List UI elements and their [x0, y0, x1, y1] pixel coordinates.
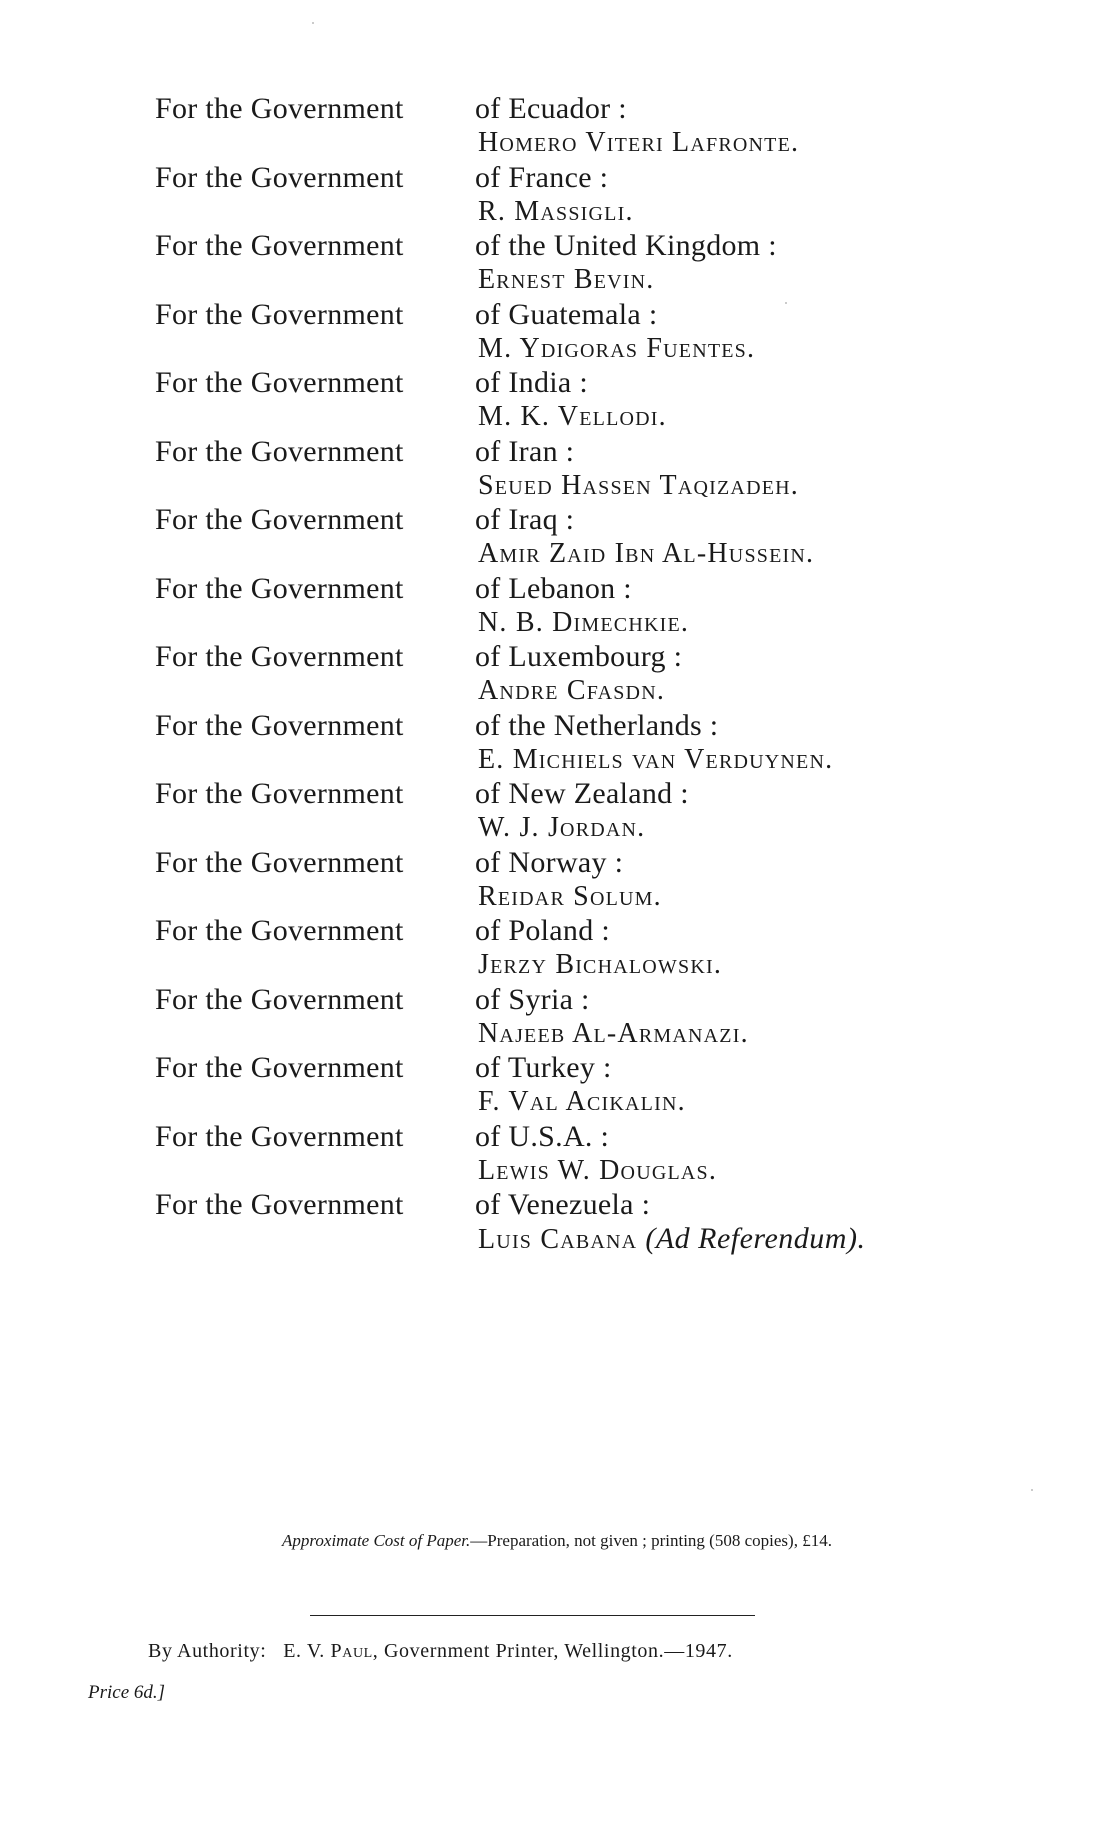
cost-text: —Preparation, not given ; printing (508 copies), £14. — [470, 1531, 832, 1550]
government-label: For the Government — [155, 777, 404, 810]
signatory-line — [478, 195, 634, 229]
signatory-name: Andre Cfasdn. — [478, 675, 666, 706]
government-line — [155, 366, 588, 400]
signatory-entry — [155, 572, 1055, 641]
country-name: of Turkey : — [475, 1051, 612, 1084]
signatory-entry — [155, 92, 1055, 161]
country-name: of Guatemala : — [475, 297, 658, 331]
signatory-name: Homero Viteri Lafronte. — [478, 127, 800, 158]
scan-speck — [312, 22, 314, 24]
country-name: of Luxembourg : — [475, 640, 683, 673]
authority-prefix: By Authority: — [148, 1640, 267, 1662]
signatory-entry — [155, 366, 1055, 435]
signatory-name: E. Michiels van Verduynen. — [478, 743, 834, 775]
country-name: of Syria : — [475, 982, 590, 1016]
country-name: of Lebanon : — [475, 571, 632, 605]
country-name: of New Zealand : — [475, 777, 689, 810]
country-name: of France : — [475, 160, 609, 194]
government-line — [155, 503, 574, 537]
signatory-entry — [155, 503, 1055, 572]
country-name: of Iraq : — [475, 503, 575, 536]
signatory-entry — [155, 914, 1055, 983]
government-label: For the Government — [155, 845, 404, 879]
government-label: For the Government — [155, 1051, 404, 1084]
signatory-entry — [155, 298, 1055, 367]
government-label: For the Government — [155, 434, 404, 468]
signatory-line — [478, 948, 722, 982]
country-name: of Venezuela : — [475, 1188, 651, 1221]
government-label: For the Government — [155, 366, 404, 399]
government-line — [155, 92, 627, 126]
signatory-line — [478, 263, 654, 297]
signatory-name: Ernest Bevin. — [478, 264, 655, 295]
printer-rest: Government Printer, Wellington.—1947. — [384, 1640, 733, 1662]
price-note: Price 6d.] — [88, 1682, 166, 1703]
signatory-line — [478, 469, 799, 503]
signatory-line — [478, 1017, 749, 1051]
signatory-line — [478, 1085, 686, 1119]
signatory-name: Najeeb Al-Armanazi. — [478, 1017, 749, 1049]
signatory-line — [478, 811, 645, 845]
government-label: For the Government — [155, 1119, 404, 1153]
government-label: For the Government — [155, 640, 404, 673]
government-line — [155, 435, 574, 469]
country-name: of U.S.A. : — [475, 1119, 610, 1153]
government-label: For the Government — [155, 914, 404, 947]
government-label: For the Government — [155, 708, 404, 742]
signatory-line — [478, 126, 799, 160]
printer-name: E. V. Paul, — [283, 1640, 379, 1662]
signatory-name: Reidar Solum. — [478, 880, 662, 912]
signatory-name: N. B. Dimechkie. — [478, 606, 690, 638]
cost-note — [0, 1530, 1114, 1552]
signatory-name: Amir Zaid Ibn Al-Hussein. — [478, 538, 815, 569]
signatory-entry — [155, 640, 1055, 709]
country-name: of India : — [475, 366, 588, 399]
signatory-entry — [155, 229, 1055, 298]
country-name: of the Netherlands : — [475, 708, 719, 742]
signatory-name: F. Val Acikalin. — [478, 1086, 686, 1117]
signatory-line — [478, 537, 814, 571]
signatory-list — [155, 92, 1055, 1257]
signatory-line — [478, 1222, 865, 1257]
government-line — [155, 572, 632, 606]
signatory-name: M. K. Vellodi. — [478, 401, 667, 432]
government-line — [155, 709, 718, 743]
signatory-entry — [155, 983, 1055, 1052]
signatory-line — [478, 880, 662, 914]
signatory-name: M. Ydigoras Fuentes. — [478, 332, 756, 364]
government-line — [155, 777, 689, 811]
signatory-name: W. J. Jordan. — [478, 812, 646, 843]
country-name: of the United Kingdom : — [475, 229, 777, 262]
signatory-line — [478, 1154, 717, 1188]
signatory-entry — [155, 777, 1055, 846]
government-line — [155, 846, 623, 880]
signatory-name: R. Massigli. — [478, 195, 634, 227]
country-name: of Norway : — [475, 845, 624, 879]
government-line — [155, 640, 682, 674]
signatory-line — [478, 743, 833, 777]
government-line — [155, 1188, 650, 1222]
government-label: For the Government — [155, 92, 404, 125]
scan-speck — [785, 302, 787, 304]
signatory-entry — [155, 846, 1055, 915]
signatory-entry — [155, 435, 1055, 504]
signatory-name: Lewis W. Douglas. — [478, 1154, 718, 1186]
government-label: For the Government — [155, 297, 404, 331]
signatory-entry — [155, 709, 1055, 778]
signatory-name: Jerzy Bichalowski. — [478, 949, 723, 980]
signatory-name: Luis Cabana — [478, 1224, 638, 1255]
footer-divider — [310, 1615, 755, 1616]
signatory-note: (Ad Referendum). — [645, 1222, 866, 1255]
government-label: For the Government — [155, 229, 404, 262]
government-line — [155, 983, 590, 1017]
government-label: For the Government — [155, 503, 404, 536]
scan-speck — [1031, 1489, 1033, 1491]
country-name: of Ecuador : — [475, 92, 627, 125]
government-line — [155, 161, 608, 195]
signatory-line — [478, 400, 667, 434]
signatory-entry — [155, 1051, 1055, 1120]
printer-authority — [148, 1638, 733, 1664]
country-name: of Poland : — [475, 914, 610, 947]
government-line — [155, 914, 610, 948]
government-line — [155, 229, 777, 263]
country-name: of Iran : — [475, 434, 575, 468]
signatory-line — [478, 332, 755, 366]
signatory-entry — [155, 1120, 1055, 1189]
signatory-line — [478, 674, 665, 708]
signatory-entry — [155, 161, 1055, 230]
government-label: For the Government — [155, 571, 404, 605]
government-line — [155, 1051, 612, 1085]
signatory-entry — [155, 1188, 1055, 1257]
cost-label: Approximate Cost of Paper. — [282, 1531, 471, 1550]
signatory-line — [478, 606, 689, 640]
government-label: For the Government — [155, 1188, 404, 1221]
government-line — [155, 298, 657, 332]
government-label: For the Government — [155, 982, 404, 1016]
government-label: For the Government — [155, 160, 404, 194]
signatory-name: Seued Hassen Taqizadeh. — [478, 469, 799, 501]
government-line — [155, 1120, 609, 1154]
